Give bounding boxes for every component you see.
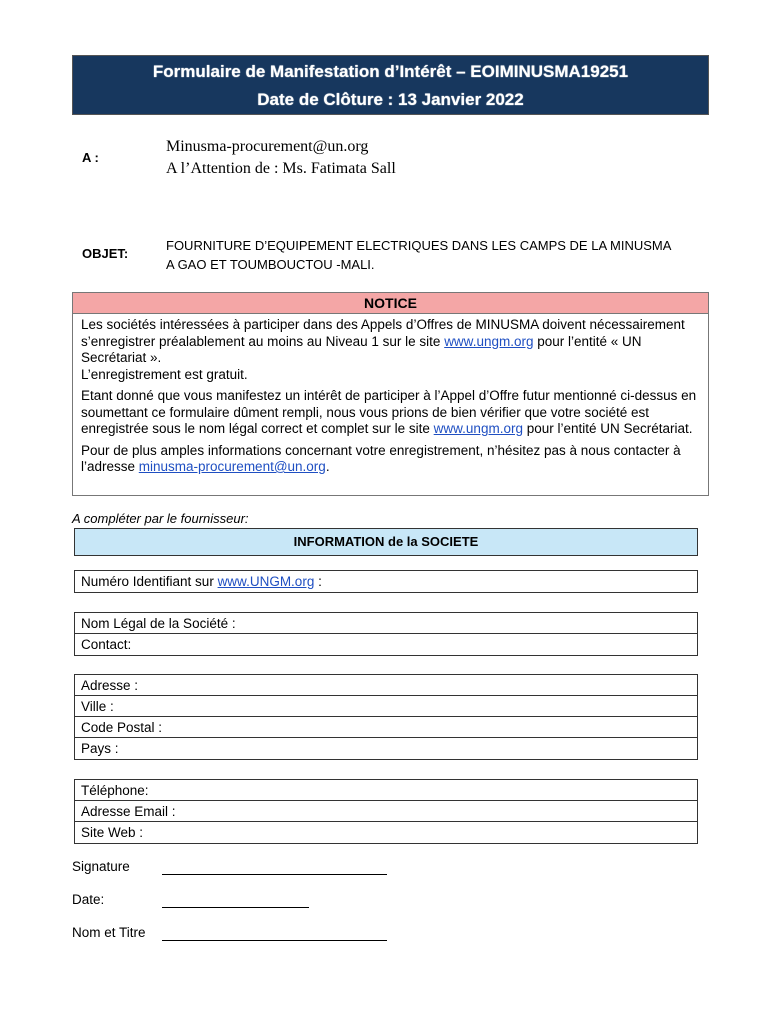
- ungm-site-link[interactable]: www.UNGM.org: [217, 574, 315, 589]
- notice-p2-after: pour l’entité UN Secrétariat.: [522, 421, 693, 436]
- ungm-id-label: Numéro Identifiant sur: [81, 574, 218, 589]
- ungm-id-field[interactable]: [75, 571, 697, 592]
- legal-name-field[interactable]: Nom Légal de la Société :: [75, 613, 697, 634]
- city-field[interactable]: Ville :: [75, 696, 697, 717]
- notice-body: [73, 314, 708, 476]
- phone-field[interactable]: Téléphone:: [75, 780, 697, 801]
- objet-text: [166, 236, 711, 274]
- country-field[interactable]: Pays :: [81, 741, 119, 756]
- name-title-label: Nom et Titre: [72, 925, 146, 940]
- contact-field[interactable]: Contact:: [81, 637, 132, 652]
- contact-details-box: [74, 779, 698, 844]
- objet-line-2: A GAO ET TOUMBOUCTOU -MALI.: [166, 257, 375, 272]
- supplier-note: A compléter par le fournisseur:: [72, 511, 249, 526]
- postal-code-field[interactable]: Code Postal :: [75, 717, 697, 738]
- recipient-email: Minusma-procurement@un.org: [166, 138, 369, 155]
- website-field[interactable]: Site Web :: [81, 825, 144, 840]
- recipient-label: A :: [82, 150, 99, 165]
- date-label: Date:: [72, 892, 105, 907]
- notice-paragraph-3: [81, 443, 700, 476]
- notice-p1-text: Les sociétés intéressées à participer dans des Appels d’Offres de MINUSMA doivent nécessairement s’enregistrer préalablement au moins au Niveau 1 sur le site: [81, 317, 685, 349]
- signature-label: Signature: [72, 859, 130, 874]
- ungm-id-colon: :: [314, 574, 322, 589]
- notice-paragraph-2: [81, 388, 700, 438]
- form-title: Formulaire de Manifestation d’Intérêt – EOIMINUSMA19251: [152, 62, 629, 81]
- notice-p3-text: Pour de plus amples informations concernant votre enregistrement, n’hésitez pas à nous contacter à l’adresse: [81, 442, 681, 474]
- address-field[interactable]: Adresse :: [75, 675, 697, 696]
- contact-email-link[interactable]: minusma-procurement@un.org: [138, 459, 326, 474]
- notice-p1-after: pour l’entité « UN Secrétariat ».: [81, 333, 642, 365]
- objet-label: OBJET:: [82, 246, 129, 261]
- notice-p2-text: Etant donné que vous manifestez un intérêt de participer à l’Appel d’Offre futur mentionné ci-dessus en soumettant ce formulaire dûment rempli, nous vous prions de bien vérifier que votre société est enregistrée sous le nom légal correct et complet sur le site: [81, 388, 697, 436]
- ungm-link-2[interactable]: www.ungm.org: [433, 421, 523, 436]
- ungm-link-1[interactable]: www.ungm.org: [444, 333, 534, 349]
- recipient-attention: A l’Attention de : Ms. Fatimata Sall: [166, 160, 396, 177]
- info-header-box: [74, 528, 698, 556]
- address-box: [74, 674, 698, 760]
- notice-title: NOTICE: [73, 293, 708, 314]
- notice-p3-after: .: [325, 459, 330, 474]
- closing-date: Date de Clôture : 13 Janvier 2022: [257, 90, 524, 109]
- ungm-id-box: [74, 570, 698, 593]
- notice-free-text: L’enregistrement est gratuit.: [81, 366, 248, 382]
- notice-box: [72, 292, 709, 496]
- name-title-line[interactable]: [162, 940, 387, 941]
- objet-line-1: FOURNITURE D’EQUIPEMENT ELECTRIQUES DANS LES CAMPS DE LA MINUSMA: [166, 238, 672, 253]
- email-field[interactable]: Adresse Email :: [75, 801, 697, 822]
- info-section-title: INFORMATION de la SOCIETE: [75, 529, 697, 555]
- signature-line[interactable]: [162, 874, 387, 875]
- notice-paragraph-1: [81, 317, 700, 383]
- date-line[interactable]: [162, 907, 309, 908]
- form-header: [72, 55, 709, 115]
- company-box: [74, 612, 698, 656]
